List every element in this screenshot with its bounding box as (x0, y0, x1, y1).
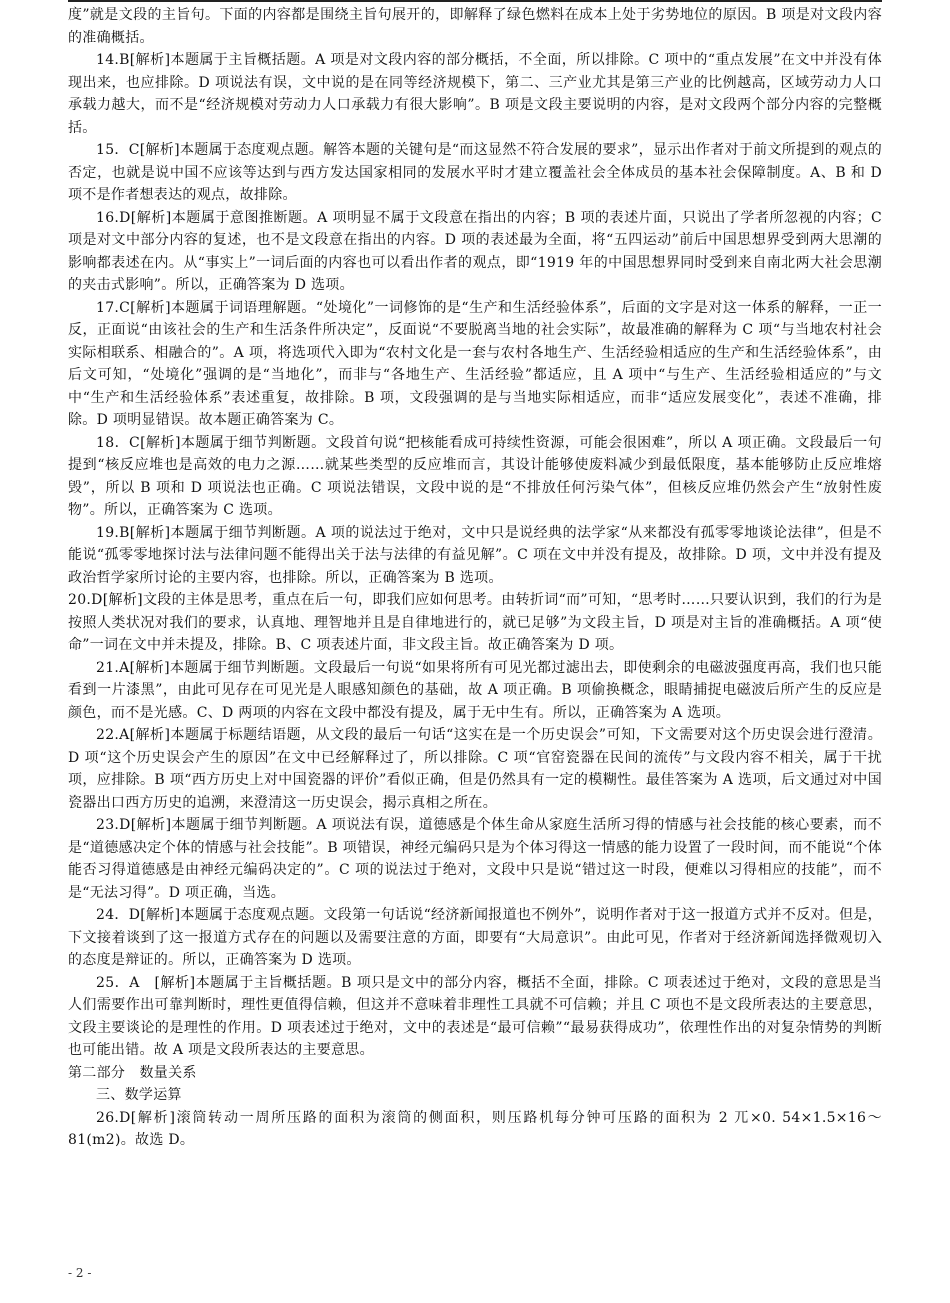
subsection-title: 三、数学运算 (96, 1087, 182, 1103)
paragraph-q19: 19.B[解析]本题属于细节判断题。A 项的说法过于绝对，文中只是说经典的法学家“从来都没有孤零零地谈论法律”，但是不能说“孤零零地探讨法与法律问题不能得出关于法与法律的有益见解”。C 项在文中并没有提及，故排除。D 项，文中并没有提及政治哲学家所讨论的主要内容，也排除。所以，正确答案为 B 选项。 (68, 524, 882, 586)
paragraph-q25: 25．A [解析]本题属于主旨概括题。B 项只是文中的部分内容，概括不全面，排除。C 项表述过于绝对，文段的意思是当人们需要作出可靠判断时，理性更值得信赖，但这并不意味着非理性工具就不可信赖；并且 C 项也不是文段所表达的主要意思，文段主要谈论的是理性的作用。D 项表述过于绝对，文中的表述是“最可信赖”“最易获得成功”，依理性作出的对复杂情势的判断也可能出错。故 A 项是文段所表达的主要意思。 (68, 974, 882, 1058)
paragraph-q14: 14.B[解析]本题属于主旨概括题。A 项是对文段内容的部分概括，不全面，所以排除。C 项中的“重点发展”在文中并没有体现出来，也应排除。D 项说法有误，文中说的是在同等经济规模下，第二、三产业尤其是第三产业的比例越高，区域劳动力人口承载力越大，而不是“经济规模对劳动力人口承载力有很大影响”。B 项是文段主要说明的内容，是对文段两个部分内容的完整概括。 (68, 52, 882, 136)
top-rule (68, 0, 882, 2)
paragraph-q17: 17.C[解析]本题属于词语理解题。“处境化”一词修饰的是“生产和生活经验体系”，后面的文字是对这一体系的解释，一正一反，正面说“由该社会的生产和生活条件所决定”，反面说“不要脱离当地的社会实际”，故最准确的解释为 C 项“与当地农村社会实际相联系、相融合的”。A 项，将选项代入即为“农村文化是一套与农村各地生产、生活经验相适应的生产和生活经验体系”，由后文可知，“处境化”强调的是“当地化”，而非与“各地生产、生活经验”都适应，且 A 项中“与生产、生活经验相适应的”与文中“生产和生活经验体系”表述重复，故排除。B 项，文段强调的是与当地实际相适应，而非“适应发展变化”，表述不准确，排除。D 项明显错误。故本题正确答案为 C。 (68, 299, 882, 428)
paragraph-q16: 16.D[解析]本题属于意图推断题。A 项明显不属于文段意在指出的内容；B 项的表述片面，只说出了学者所忽视的内容；C 项是对文中部分内容的复述，也不是文段意在指出的内容。D 项的表述最为全面，将“五四运动”前后中国思想界受到两大思潮的影响都表述在内。从“事实上”一词后面的内容也可以看出作者的观点，即“1919 年的中国思想界同时受到来自南北两大社会思潮的夹击式影响”。所以，正确答案为 D 选项。 (68, 209, 882, 293)
paragraph-q15: 15．C[解析]本题属于态度观点题。解答本题的关键句是“而这显然不符合发展的要求”，显示出作者对于前文所提到的观点的否定，也就是说中国不应该等达到与西方发达国家相同的发展水平时才建立覆盖社会全体成员的基本社会保障制度。A、B 和 D 项不是作者想表达的观点，故排除。 (68, 142, 882, 203)
paragraph-q20: 20.D[解析]文段的主体是思考，重点在后一句，即我们应如何思考。由转折词“而”可知，“思考时……只要认识到，我们的行为是按照人类状况对我们的要求，认真地、理智地并且是自律地进行的，就已足够”为文段主旨，D 项是对主旨的准确概括。A 项“使命”一词在文中并未提及，排除。B、C 项表述片面，非文段主旨。故正确答案为 D 项。 (68, 592, 882, 653)
paragraph-q24: 24．D[解析]本题属于态度观点题。文段第一句话说“经济新闻报道也不例外”，说明作者对于这一报道方式并不反对。但是，下文接着谈到了这一报道方式存在的问题以及需要注意的方面，即要有“大局意识”。由此可见，作者对于经济新闻选择微观切入的态度是辩证的。所以，正确答案为 D 选项。 (68, 907, 882, 968)
document-body (68, 4, 882, 1152)
paragraph-q22: 22.A[解析]本题属于标题结语题，从文段的最后一句话“这实在是一个历史误会”可知，下文需要对这个历史误会进行澄清。D 项“这个历史误会产生的原因”在文中已经解释过了，所以排除。C 项“官窑瓷器在民间的流传”与文段内容不相关，属于干扰项，应排除。B 项“西方历史上对中国瓷器的评价”看似正确，但是仍然具有一定的模糊性。最佳答案为 A 选项，后文通过对中国瓷器出口西方历史的追溯，来澄清这一历史误会，揭示真相之所在。 (68, 727, 882, 811)
paragraph-q18: 18．C[解析]本题属于细节判断题。文段首句说“把核能看成可持续性资源，可能会很困难”，所以 A 项正确。文段最后一句提到“核反应堆也是高效的电力之源……就某些类型的反应堆而言，其设计能够使废料减少到最低限度，基本能够防止反应堆熔毁”，所以 B 项和 D 项说法也正确。C 项说法错误，文段中说的是“不排放任何污染气体”，但核反应堆仍然会产生“放射性废物”。所以，正确答案为 C 选项。 (68, 434, 882, 518)
section-title: 第二部分 数量关系 (68, 1064, 197, 1081)
paragraph-q21: 21.A[解析]本题属于细节判断题。文段最后一句说“如果将所有可见光都过滤出去，即使剩余的电磁波强度再高，我们也只能看到一片漆黑”，由此可见存在可见光是人眼感知颜色的基础，故 A 项正确。B 项偷换概念，眼睛捕捉电磁波后所产生的反应是颜色，而不是光感。C、D 两项的内容在文段中都没有提及，属于无中生有。所以，正确答案为 A 选项。 (68, 659, 882, 721)
paragraph-q23: 23.D[解析]本题属于细节判断题。A 项说法有误，道德感是个体生命从家庭生活所习得的情感与社会技能的核心要素，而不是“道德感决定个体的情感与社会技能”。B 项错误，神经元编码只是为个体习得这一情感的能力设置了一段时间，而不能说“个体能否习得道德感是由神经元编码决定的”。C 项的说法过于绝对，文段中只是说“错过这一时段，便难以习得相应的技能”，而不是“无法习得”。D 项正确，当选。 (68, 817, 882, 901)
paragraph-13-tail: 度”就是文段的主旨句。下面的内容都是围绕主旨句展开的，即解释了绿色燃料在成本上处于劣势地位的原因。B 项是对文段内容的准确概括。 (68, 7, 882, 46)
page-number: - 2 - (68, 1266, 92, 1280)
paragraph-q26: 26.D[解析]滚筒转动一周所压路的面积为滚筒的侧面积，则压路机每分钟可压路的面积为 2 兀×0. 54×1.5×16～81(m2)。故选 D。 (68, 1109, 882, 1148)
